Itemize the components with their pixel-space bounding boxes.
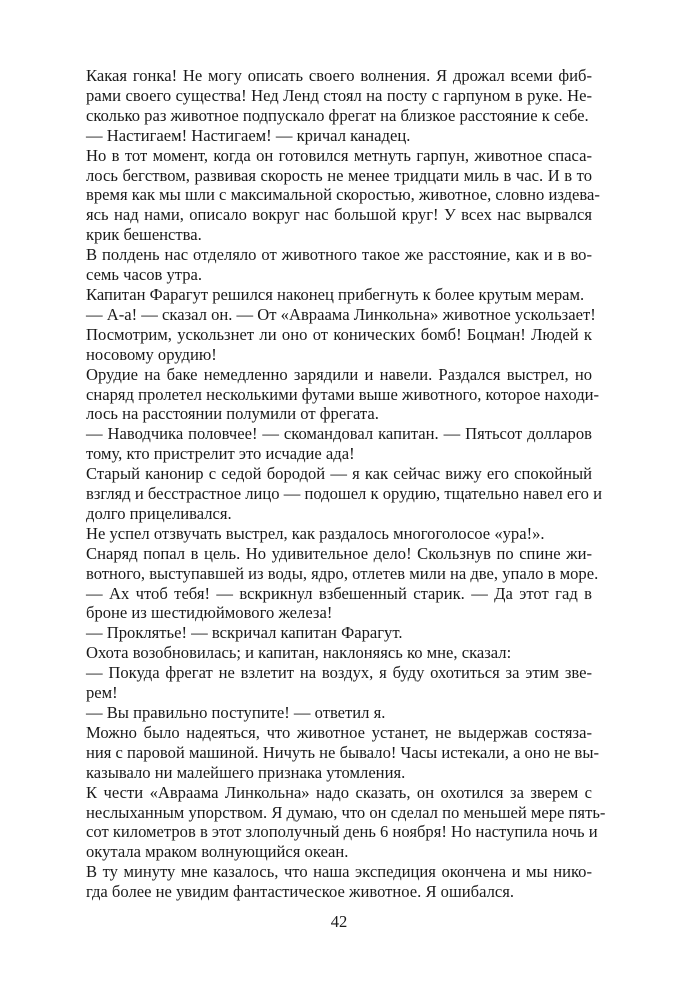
paragraph <box>86 245 592 285</box>
text-line: снаряд пролетел несколькими футами выше животного, которое находи- <box>86 384 600 404</box>
paragraph <box>86 722 600 783</box>
paragraph <box>86 524 592 544</box>
text-line: сколько раз животное подпускало фрегат на близкое расстояние к себе. <box>86 105 589 125</box>
text-line: — Покуда фрегат не взлетит на воздух, я буду охотиться за этим зве- <box>86 663 592 683</box>
text-line: семь часов утра. <box>86 265 203 285</box>
text-line: Старый канонир с седой бородой — я как сейчас вижу его спокойный <box>86 464 592 484</box>
paragraph <box>86 643 592 663</box>
page-body <box>86 66 606 902</box>
paragraph <box>86 782 606 863</box>
text-line: — Наводчика половчее! — скомандовал капитан. — Пятьсот долларов <box>86 424 592 444</box>
page-number: 42 <box>330 912 348 931</box>
text-line: лось на расстоянии полумили от фрегата. <box>86 404 379 424</box>
text-line: рем! <box>86 683 118 703</box>
text-line: казывало ни малейшего признака утомления. <box>86 762 406 782</box>
text-line: Какая гонка! Не могу описать своего волнения. Я дрожал всеми фиб- <box>86 66 592 85</box>
paragraph <box>86 623 592 643</box>
paragraph <box>86 285 592 305</box>
text-line: гда более не увидим фантастическое животное. Я ошибался. <box>86 882 515 902</box>
text-line: крик бешенства. <box>86 225 202 245</box>
text-line: — Ах чтоб тебя! — вскрикнул взбешенный старик. — Да этот гад в <box>86 583 592 603</box>
paragraph <box>86 543 599 584</box>
text-line: В ту минуту мне казалось, что наша экспедиция окончена и мы нико- <box>86 862 592 882</box>
paragraph <box>86 862 592 902</box>
paragraph <box>86 663 592 703</box>
paragraph <box>86 126 592 146</box>
text-line: ния с паровой машиной. Ничуть не бывало! Часы истекали, а оно не вы- <box>86 742 600 762</box>
text-line: время как мы шли с максимальной скоростью, животное, словно издева- <box>86 185 600 205</box>
paragraph <box>86 584 592 624</box>
text-line: К чести «Авраама Линкольна» надо сказать, он охотился за зверем с <box>86 782 592 802</box>
text-line: броне из шестидюймового железа! <box>86 603 333 623</box>
text-line: Снаряд попал в цель. Но удивительное дело! Скользнув по спине жи- <box>86 543 592 563</box>
text-line: Но в тот момент, когда он готовился метнуть гарпун, животное спаса- <box>86 145 592 165</box>
text-line: ясь над нами, описало вокруг нас большой круг! У всех нас вырвался <box>86 205 592 225</box>
text-line: носовому орудию! <box>86 344 217 364</box>
text-line: взгляд и бесстрастное лицо — подошел к орудию, тщательно навел его и <box>86 484 602 504</box>
text-line: В полдень нас отделяло от животного такое же расстояние, как и в во- <box>86 245 592 265</box>
text-line: сот километров в этот злополучный день 6 ноября! Но наступила ночь и <box>86 822 598 842</box>
text-line: Не успел отзвучать выстрел, как раздалось многоголосое «ура!». <box>86 523 545 543</box>
text-line: — Вы правильно поступите! — ответил я. <box>86 703 386 722</box>
text-line: окутала мраком волнующийся океан. <box>86 842 349 862</box>
paragraph <box>86 464 602 524</box>
paragraph <box>86 304 596 365</box>
text-line: Орудие на баке немедленно зарядили и навели. Раздался выстрел, но <box>86 364 592 384</box>
text-line: Капитан Фарагут решился наконец прибегнуть к более крутым мерам. <box>86 284 585 304</box>
text-line: — А-а! — сказал он. — От «Авраама Линкольна» животное ускользает! <box>86 304 596 324</box>
text-line: Можно было надеяться, что животное устанет, не выдержав состяза- <box>86 722 592 742</box>
text-line: лось бегством, развивая скорость не менее тридцати миль в час. И в то <box>86 165 592 185</box>
text-line: Охота возобновилась; и капитан, наклоняясь ко мне, сказал: <box>86 643 512 663</box>
text-line: неслыханным упорством. Я думаю, что он сделал по меньшей мере пять- <box>86 802 606 822</box>
paragraph <box>86 703 592 723</box>
text-line: долго прицеливался. <box>86 503 232 523</box>
paragraph <box>86 145 600 246</box>
text-line: — Настигаем! Настигаем! — кричал канадец. <box>86 125 411 145</box>
text-line: рами своего существа! Нед Ленд стоял на посту с гарпуном в руке. Не- <box>86 85 592 105</box>
paragraph <box>86 66 592 126</box>
paragraph <box>86 364 600 425</box>
text-line: — Проклятье! — вскричал капитан Фарагут. <box>86 623 403 643</box>
text-line: вотного, выступавшей из воды, ядро, отлетев мили на две, упало в море. <box>86 563 599 583</box>
paragraph <box>86 424 592 464</box>
text-line: Посмотрим, ускользнет ли оно от конических бомб! Боцман! Людей к <box>86 324 592 344</box>
text-line: тому, кто пристрелит это исчадие ада! <box>86 444 355 464</box>
